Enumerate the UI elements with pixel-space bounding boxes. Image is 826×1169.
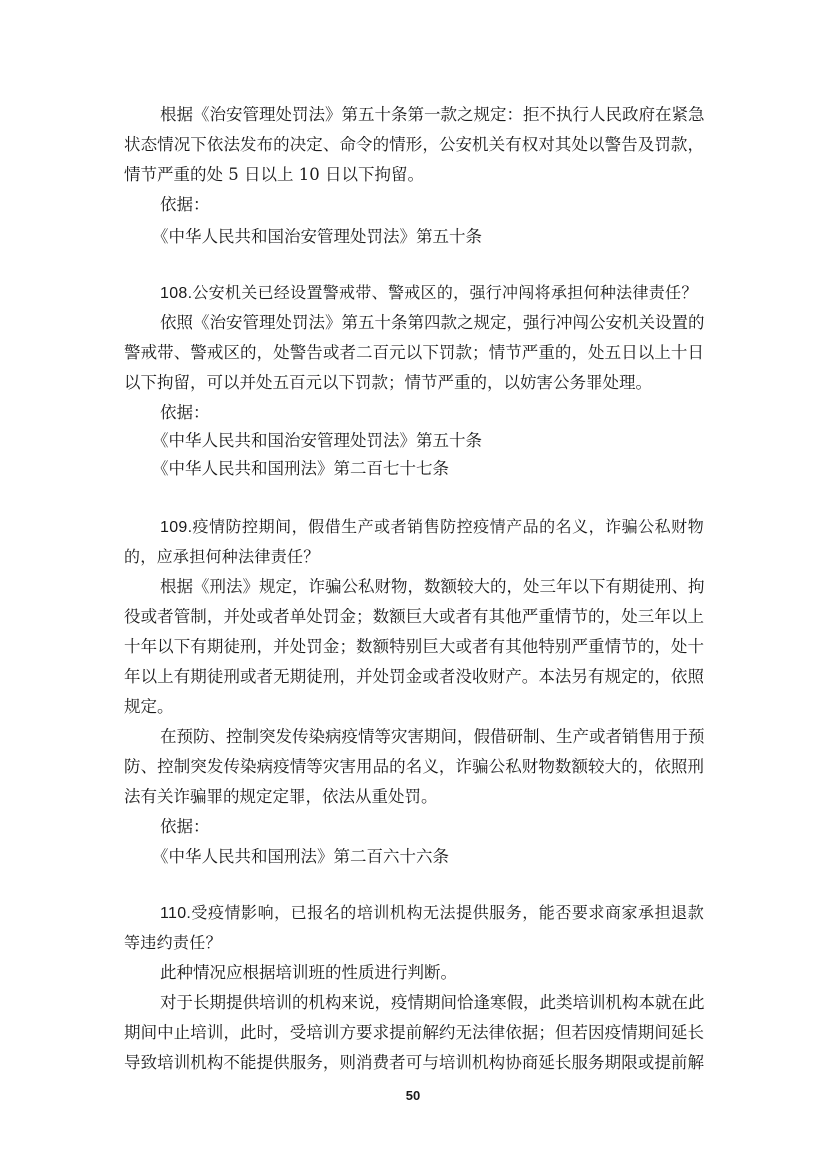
- paragraph-line: 根据《治安管理处罚法》第五十条第一款之规定：拒不执行人民政府在紧急: [160, 105, 705, 124]
- question-number: 110.: [160, 905, 192, 922]
- law-reference: 《中华人民共和国刑法》第二百七十七条: [152, 459, 449, 478]
- paragraph-line: 对于长期提供培训的机构来说，疫情期间恰逢寒假，此类培训机构本就在此: [160, 993, 705, 1012]
- question-text: 疫情防控期间，假借生产或者销售防控疫情产品的名义，诈骗公私财物: [192, 517, 704, 536]
- paragraph-line: 防、控制突发传染病疫情等灾害用品的名义，诈骗公私财物数额较大的，依照刑: [124, 757, 704, 776]
- paragraph-line: 十年以下有期徒刑，并处罚金；数额特别巨大或者有其他特别严重情节的，处十: [124, 637, 704, 656]
- question-text: 受疫情影响，已报名的培训机构无法提供服务，能否要求商家承担退款: [191, 903, 704, 922]
- paragraph-line: 根据《刑法》规定，诈骗公私财物，数额较大的，处三年以下有期徒刑、拘: [160, 577, 705, 596]
- paragraph-line: 依照《治安管理处罚法》第五十条第四款之规定，强行冲闯公安机关设置的: [160, 313, 705, 332]
- law-reference: 《中华人民共和国刑法》第二百六十六条: [152, 847, 449, 866]
- question-number: 108.: [160, 285, 193, 302]
- paragraph-line: 此种情况应根据培训班的性质进行判断。: [160, 963, 457, 982]
- paragraph-line: 状态情况下依法发布的决定、命令的情形，公安机关有权对其处以警告及罚款，: [124, 135, 704, 154]
- basis-label: 依据：: [160, 817, 210, 836]
- paragraph-line: 情节严重的处 5 日以上 10 日以下拘留。: [124, 165, 424, 184]
- question-text: 等违约责任？: [124, 933, 222, 952]
- paragraph-line: 规定。: [124, 697, 174, 716]
- paragraph-line: 警戒带、警戒区的，处警告或者二百元以下罚款；情节严重的，处五日以上十日: [124, 343, 704, 362]
- paragraph-line: 导致培训机构不能提供服务，则消费者可与培训机构协商延长服务期限或提前解: [124, 1053, 704, 1072]
- paragraph-line: 法有关诈骗罪的规定定罪，依法从重处罚。: [124, 787, 438, 806]
- paragraph-line: 在预防、控制突发传染病疫情等灾害期间，假借研制、生产或者销售用于预: [160, 727, 705, 746]
- basis-label: 依据：: [160, 195, 210, 214]
- paragraph-line: 役或者管制，并处或者单处罚金；数额巨大或者有其他严重情节的，处三年以上: [124, 607, 704, 626]
- basis-label: 依据：: [160, 403, 210, 422]
- law-reference: 《中华人民共和国治安管理处罚法》第五十条: [152, 431, 482, 450]
- question-text: 公安机关已经设置警戒带、警戒区的，强行冲闯将承担何种法律责任？: [192, 283, 698, 302]
- page-number: 50: [405, 1088, 421, 1103]
- law-reference: 《中华人民共和国治安管理处罚法》第五十条: [152, 227, 482, 246]
- paragraph-line: 以下拘留，可以并处五百元以下罚款；情节严重的，以妨害公务罪处理。: [124, 373, 652, 392]
- question-number: 109.: [160, 519, 193, 536]
- question-text: 的，应承担何种法律责任？: [124, 547, 320, 566]
- question-109: [160, 516, 704, 539]
- question-108: [160, 282, 704, 305]
- paragraph-line: 期间中止培训，此时，受培训方要求提前解约无法律依据；但若因疫情期间延长: [124, 1023, 704, 1042]
- paragraph-line: 年以上有期徒刑或者无期徒刑，并处罚金或者没收财产。本法另有规定的，依照: [124, 667, 704, 686]
- question-110: [160, 902, 704, 925]
